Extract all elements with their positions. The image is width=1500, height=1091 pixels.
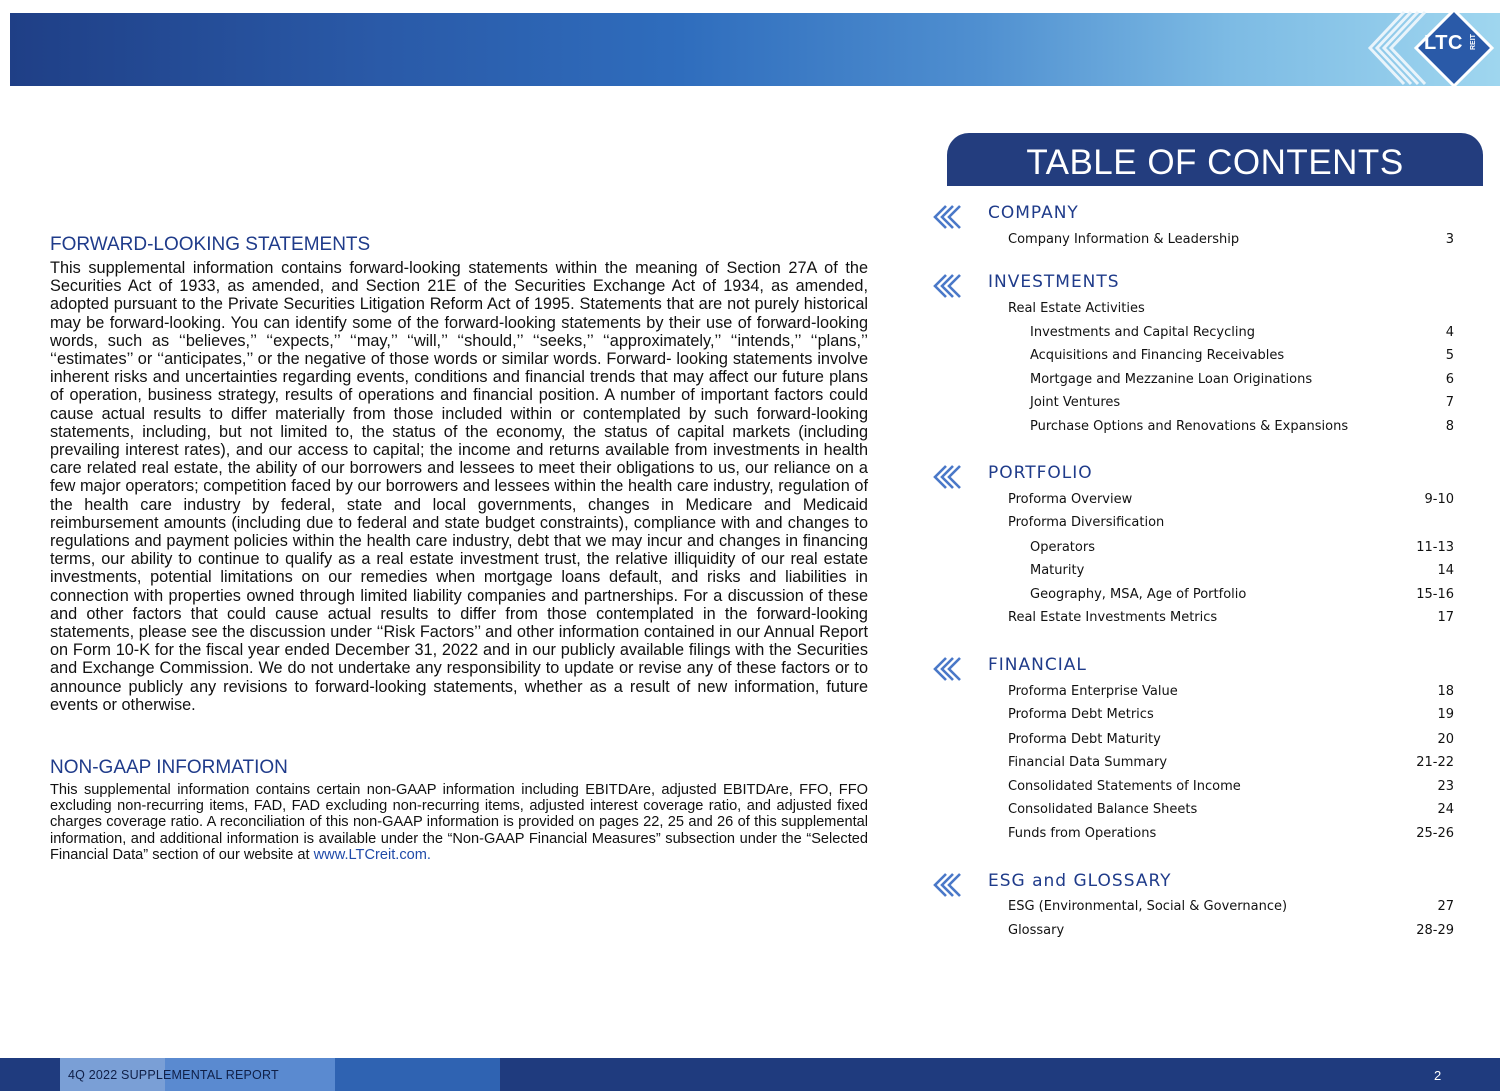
toc-item-page: 4 xyxy=(1445,325,1454,340)
chevron-icon xyxy=(930,273,964,299)
toc-item-label[interactable]: Mortgage and Mezzanine Loan Originations xyxy=(1030,372,1313,387)
website-link[interactable]: www.LTCreit.com. xyxy=(313,846,431,863)
footer-bar xyxy=(0,1058,1500,1091)
non-gaap-title: NON-GAAP INFORMATION xyxy=(50,757,288,779)
toc-item-label[interactable]: Consolidated Balance Sheets xyxy=(1008,802,1198,817)
toc-item-page: 15-16 xyxy=(1416,587,1454,602)
toc-item-page: 20 xyxy=(1437,732,1454,747)
toc-item-page: 27 xyxy=(1437,899,1454,914)
logo-subtext: REIT xyxy=(1470,34,1477,50)
toc-item-label[interactable]: Geography, MSA, Age of Portfolio xyxy=(1030,587,1247,602)
toc-section-heading[interactable]: FINANCIAL xyxy=(988,655,1087,675)
toc-item-page: 23 xyxy=(1437,779,1454,794)
toc-header xyxy=(947,133,1483,186)
chevron-icon xyxy=(930,872,964,898)
header-banner xyxy=(10,13,1500,86)
non-gaap-body xyxy=(50,782,868,863)
toc-item-page: 3 xyxy=(1445,232,1454,247)
toc-item-label[interactable]: Company Information & Leadership xyxy=(1008,232,1240,247)
toc-item-label[interactable]: Joint Ventures xyxy=(1030,395,1121,410)
toc-item-label[interactable]: Funds from Operations xyxy=(1008,826,1157,841)
toc-item-label[interactable]: Financial Data Summary xyxy=(1008,755,1168,770)
footer-segment xyxy=(335,1058,500,1091)
toc-section-heading[interactable]: ESG and GLOSSARY xyxy=(988,871,1172,891)
toc-item-label[interactable]: Investments and Capital Recycling xyxy=(1030,325,1255,340)
toc-item-label[interactable]: ESG (Environmental, Social & Governance) xyxy=(1008,899,1288,914)
toc-item-page: 25-26 xyxy=(1416,826,1454,841)
toc-section-heading[interactable]: INVESTMENTS xyxy=(988,272,1120,292)
non-gaap-text: This supplemental information contains certain non-GAAP information including EBITDAre, adjusted EBITDAre, FFO, FFO excluding non-recurring items, FAD, FAD excluding non-recurring items, adjusted interest coverage ratio, and adjusted fixed charges coverage ratio. A reconciliation of this non-GAAP information is provided on pages 22, 25 and 26 of this supplemental information, and additional information is available under the “Non-GAAP Financial Measures” subsection under the “Selected Financial Data” section of our website at xyxy=(50,782,868,863)
toc-item-page: 19 xyxy=(1437,707,1454,722)
toc-item-page: 6 xyxy=(1445,372,1454,387)
toc-item-page: 14 xyxy=(1437,563,1454,578)
toc-item-page: 28-29 xyxy=(1416,923,1454,938)
toc-item-page: 17 xyxy=(1437,610,1454,625)
toc-item-label[interactable]: Proforma Overview xyxy=(1008,492,1133,507)
toc-item-page: 7 xyxy=(1445,395,1454,410)
left-column xyxy=(50,233,868,863)
toc-item-label[interactable]: Proforma Diversification xyxy=(1008,515,1165,530)
forward-looking-body: This supplemental information contains forward-looking statements within the meaning of Section 27A of the Securities Act of 1933, as amended, and Section 21E of the Securities Exchange Act of 1934, as amended, adopted pursuant to the Private Securities Litigation Reform Act of 1995. Statements that are not purely historical may be forward-looking. You can identify some of the forward-looking statements by their use of forward-looking words, such as ‘‘believes,’’ ‘‘expects,’’ ‘‘may,’’ ‘‘will,’’ ‘‘should,’’ ‘‘seeks,’’ ‘‘approximately,’’ ‘‘intends,’’ ‘‘plans,’’ ‘‘estimates’’ or ‘‘anticipates,’’ or the negative of those words or similar words. Forward- looking statements involve inherent risks and uncertainties regarding events, conditions and financial trends that may affect our future plans of operation, business strategy, results of operations and financial position. A number of important factors could cause actual results to differ materially from those included within or contemplated by such forward-looking statements, including, but not limited to, the status of the economy, the status of capital markets (including prevailing interest rates), and our access to capital; the income and returns available from investments in health care related real estate, the ability of our borrowers and lessees to meet their obligations to us, our reliance on a few major operators; competition faced by our borrowers and lessees within the health care industry, regulation of the health care industry by federal, state and local governments, changes in Medicare and Medicaid reimbursement amounts (including due to federal and state budget constraints), compliance with and changes to regulations and payment policies within the health care industry, debt that we may incur and changes in financing terms, our ability to continue to qualify as a real estate investment trust, the relative illiquidity of our real estate investments, potential limitations on our remedies when mortgage loans default, and risks and liabilities in connection with properties owned through limited liability companies and partnerships. For a discussion of these and other factors that could cause actual results to differ from those contemplated in the forward-looking statements, please see the discussion under ‘‘Risk Factors’’ and other information contained in our Annual Report on Form 10-K for the fiscal year ended December 31, 2022 and in our publicly available filings with the Securities and Exchange Commission. We do not undertake any responsibility to update or revise any of these factors or to announce publicly any revisions to forward-looking statements, whether as a result of new information, future events or otherwise. xyxy=(50,259,868,714)
toc-item-label[interactable]: Operators xyxy=(1030,540,1095,555)
chevron-icon xyxy=(930,204,964,230)
toc-item-page: 8 xyxy=(1445,419,1454,434)
toc-item-label[interactable]: Proforma Enterprise Value xyxy=(1008,684,1178,699)
toc-item-page: 5 xyxy=(1445,348,1454,363)
toc-item-label[interactable]: Proforma Debt Maturity xyxy=(1008,732,1161,747)
toc-item-page: 11-13 xyxy=(1416,540,1454,555)
toc-item-page: 18 xyxy=(1437,684,1454,699)
toc-item-page: 9-10 xyxy=(1424,492,1454,507)
toc-item-label[interactable]: Proforma Debt Metrics xyxy=(1008,707,1154,722)
toc-item-label[interactable]: Consolidated Statements of Income xyxy=(1008,779,1241,794)
forward-looking-title: FORWARD-LOOKING STATEMENTS xyxy=(50,234,371,255)
toc-item-label[interactable]: Glossary xyxy=(1008,923,1065,938)
chevron-icon xyxy=(930,656,964,682)
footer-report-label: 4Q 2022 SUPPLEMENTAL REPORT xyxy=(68,1068,279,1082)
toc-item-label[interactable]: Acquisitions and Financing Receivables xyxy=(1030,348,1285,363)
toc-item-label[interactable]: Maturity xyxy=(1030,563,1085,578)
toc-item-page: 21-22 xyxy=(1416,755,1454,770)
toc-section-heading[interactable]: COMPANY xyxy=(988,203,1079,223)
toc-item-label[interactable]: Real Estate Investments Metrics xyxy=(1008,610,1218,625)
toc-item-page: 24 xyxy=(1437,802,1454,817)
toc-title: TABLE OF CONTENTS xyxy=(1026,143,1404,182)
toc-section-heading[interactable]: PORTFOLIO xyxy=(988,463,1093,483)
page-number: 2 xyxy=(1434,1068,1442,1083)
logo-text: LTC xyxy=(1424,32,1463,54)
toc-item-label[interactable]: Purchase Options and Renovations & Expansions xyxy=(1030,419,1349,434)
toc-item-label[interactable]: Real Estate Activities xyxy=(1008,301,1145,316)
chevron-icon xyxy=(930,464,964,490)
